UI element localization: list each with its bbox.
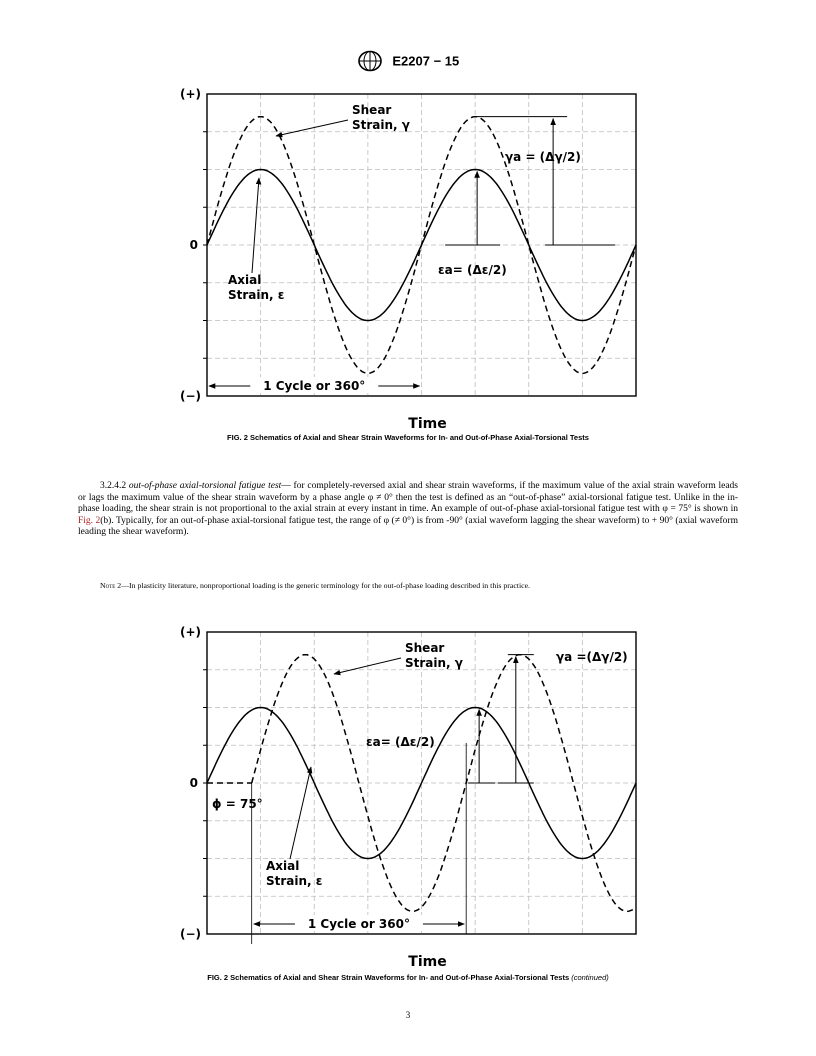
y-axis-minus-label: (−)	[179, 927, 201, 941]
x-axis-label: Time	[408, 954, 447, 970]
section-text-1: — for completely-reversed axial and shear strain waveforms, if the maximum value of the axial strain waveform leads or lags the maximum value of the shear strain waveform by a phase angle φ ≠ 0° then the test is defined as an “out-of-phase” axial-torsional fatigue test. Unlike in the in-phase loading, the shear strain is not proportional to the axial strain at every instant in time. An example of out-of-phase axial-torsional fatigue test with φ = 75° is shown in	[78, 481, 739, 515]
page-header	[0, 50, 816, 72]
gamma-amplitude-label: γa = (Δγ/2)	[505, 150, 581, 164]
eps-amplitude-label: εa= (Δε/2)	[366, 735, 435, 749]
cycle-label: 1 Cycle or 360°	[263, 379, 366, 393]
section-number: 3.2.4.2	[100, 481, 127, 491]
section-term: out-of-phase axial-torsional fatigue test	[128, 481, 282, 491]
figure-top-chart	[0, 78, 816, 438]
astm-logo-icon	[357, 50, 383, 72]
shear-strain-label-line1: Shear	[405, 641, 445, 655]
shear-strain-label-line2: Strain, γ	[352, 118, 410, 132]
figure-bottom	[0, 616, 816, 976]
y-axis-plus-label: (+)	[179, 87, 201, 101]
figure-reference-link[interactable]: Fig. 2	[78, 515, 101, 526]
section-text-2: (b). Typically, for an out-of-phase axial-torsional fatigue test, the range of φ (≠ 0°) is from -90° (axial waveform lagging the shear waveform) to + 90° (axial waveform leading the shear waveform).	[78, 515, 738, 538]
figure-top	[0, 78, 816, 438]
axial-strain-label-line1: Axial	[266, 859, 300, 873]
page-number: 3	[405, 1010, 411, 1020]
section-paragraph	[78, 481, 738, 539]
x-axis-label: Time	[408, 416, 447, 432]
figure-bottom-chart	[0, 616, 816, 976]
axial-strain-pointer	[290, 767, 311, 859]
cycle-label: 1 Cycle or 360°	[307, 917, 410, 931]
note-2	[78, 581, 738, 591]
note-text: —In plasticity literature, nonproportional loading is the generic terminology for the out-of-phase loading described in this practice.	[121, 581, 530, 590]
y-axis-minus-label: (−)	[179, 389, 201, 403]
axial-strain-pointer	[252, 178, 259, 273]
axial-strain-label-line2: Strain, ε	[266, 874, 323, 888]
shear-strain-pointer	[276, 120, 348, 136]
gamma-amplitude-label: γa =(Δγ/2)	[556, 650, 628, 664]
axial-strain-label-line2: Strain, ε	[228, 288, 285, 302]
shear-strain-label-line1: Shear	[352, 103, 392, 117]
standard-designation: E2207 − 15	[392, 53, 460, 69]
note-label: Note 2	[100, 581, 122, 590]
figure-bottom-caption: FIG. 2 Schematics of Axial and Shear Strain Waveforms for In- and Out-of-Phase Axial-Torsional Tests (continued)	[207, 973, 609, 982]
eps-amplitude-label: εa= (Δε/2)	[438, 263, 507, 277]
figure-top-caption: FIG. 2 Schematics of Axial and Shear Strain Waveforms for In- and Out-of-Phase Axial-Torsional Tests	[227, 433, 589, 442]
shear-strain-label-line2: Strain, γ	[405, 656, 463, 670]
phase-angle-label: ϕ = 75°	[212, 797, 263, 811]
y-axis-zero-label: 0	[189, 238, 198, 252]
axial-strain-label-line1: Axial	[228, 273, 262, 287]
y-axis-plus-label: (+)	[179, 625, 201, 639]
y-axis-zero-label: 0	[189, 776, 198, 790]
